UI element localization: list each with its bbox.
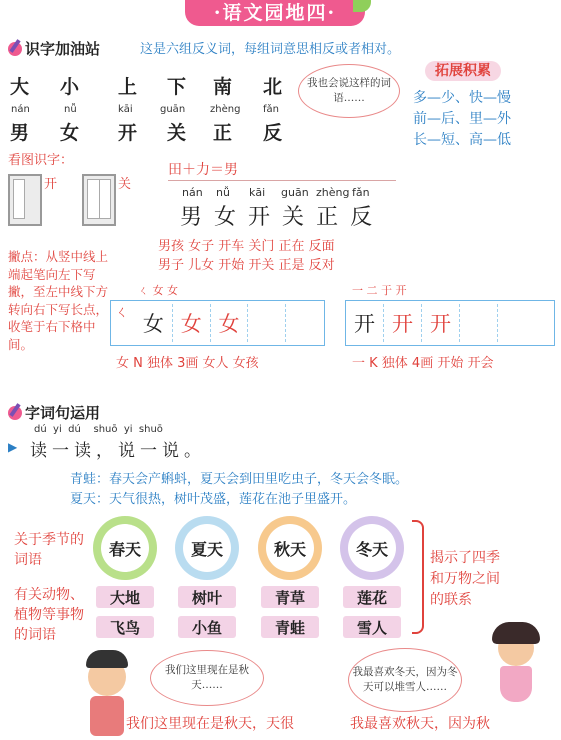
word-tag: 青草 bbox=[261, 586, 319, 608]
pinyin-nu: nǚ bbox=[64, 104, 77, 115]
divider bbox=[168, 180, 396, 181]
char-zheng: 正 bbox=[213, 122, 233, 144]
char2-kai: 开 bbox=[248, 205, 283, 230]
season-spring: 春天 bbox=[101, 524, 149, 572]
bottom-right-text: 我最喜欢秋天，因为秋 bbox=[350, 716, 490, 732]
char-xia: 下 bbox=[167, 76, 187, 98]
label-open: 开 bbox=[44, 177, 58, 192]
info-nu: 女 N 独体 3画 女人 女孩 bbox=[116, 356, 259, 371]
boy-hair bbox=[86, 650, 128, 668]
stroke-mark: ㄑ bbox=[115, 305, 129, 321]
word-tag: 雪人 bbox=[343, 616, 401, 638]
bottom-left-text: 我们这里现在是秋天，天很 bbox=[126, 716, 294, 732]
flower-spring bbox=[93, 516, 157, 580]
leaf-decoration bbox=[353, 0, 371, 12]
word-tag: 大地 bbox=[96, 586, 154, 608]
char-nan: 男 bbox=[10, 122, 30, 144]
char-shang: 上 bbox=[118, 76, 138, 98]
pinyin-zheng: zhèng bbox=[210, 104, 241, 115]
page-header: ·语文园地四· bbox=[185, 0, 365, 26]
pinyin2-fan: fǎn bbox=[352, 186, 370, 199]
grid-cell: 开 bbox=[422, 304, 460, 342]
grid-cell: 开 bbox=[346, 304, 384, 342]
char2-zheng: 正 bbox=[316, 205, 351, 230]
right-note: 揭示了四季和万物之间的联系 bbox=[430, 550, 500, 608]
pinyin-kai: kāi bbox=[118, 104, 133, 115]
section-note: 这是六组反义词，每组词意思相反或者相对。 bbox=[140, 42, 401, 57]
door-open-image bbox=[8, 174, 42, 226]
season-summer: 夏天 bbox=[183, 524, 231, 572]
word-tag: 莲花 bbox=[343, 586, 401, 608]
char-guan: 关 bbox=[167, 122, 187, 144]
grid-cell bbox=[286, 304, 324, 342]
char-nan-dir: 南 bbox=[213, 76, 233, 98]
pinyin-guan: guān bbox=[160, 104, 186, 115]
door-right bbox=[99, 179, 111, 219]
pencil-icon bbox=[8, 406, 22, 420]
words-line-1: 男孩 女子 开车 关门 正在 反面 bbox=[158, 239, 335, 254]
grid-cell bbox=[248, 304, 286, 342]
section-title-text: 识字加油站 bbox=[25, 40, 101, 58]
passage-line-1: 青蛙：春天会产蝌蚪，夏天会到田里吃虫子，冬天会冬眠。 bbox=[70, 472, 409, 487]
instruction: 读一读，说一说。 bbox=[30, 441, 206, 461]
speech-bubble-girl: 我最喜欢冬天，因为冬天可以堆雪人…… bbox=[348, 648, 462, 712]
grid-cell bbox=[460, 304, 498, 342]
pinyin2-nu: nǚ bbox=[216, 186, 230, 199]
writing-grid-kai bbox=[345, 300, 555, 346]
extend-line-2: 前—后、里—外 bbox=[413, 111, 511, 127]
section-title-literacy bbox=[8, 38, 100, 59]
passage-line-2: 夏天：天气很热，树叶茂盛，莲花在池子里盛开。 bbox=[70, 492, 357, 507]
char2-guan: 关 bbox=[282, 205, 317, 230]
pinyin2-nan: nán bbox=[182, 186, 203, 199]
char-kai: 开 bbox=[118, 122, 138, 144]
speech-bubble-boy: 我们这里现在是秋天…… bbox=[150, 650, 264, 706]
grid-cell: 开 bbox=[384, 304, 422, 342]
section-title-text: 字词句运用 bbox=[25, 404, 101, 422]
char2-nu: 女 bbox=[214, 205, 249, 230]
flower-autumn bbox=[258, 516, 322, 580]
info-kai: 一 K 独体 4画 开始 开会 bbox=[352, 356, 494, 371]
writing-grid-nu bbox=[110, 300, 325, 346]
char-da: 大 bbox=[10, 76, 30, 98]
instruction-pinyin: dú yi dú shuō yi shuō bbox=[34, 424, 163, 435]
speech-bubble: 我也会说这样的词语…… bbox=[298, 64, 400, 118]
extend-lines bbox=[413, 88, 511, 151]
stroke-note: 撇点：从竖中线上端起笔向左下写撇，至左中线下方转向右下写长点，收笔于右下格中间。 bbox=[8, 249, 109, 352]
char-fan: 反 bbox=[263, 122, 283, 144]
extend-line-1: 多—少、快—慢 bbox=[413, 90, 511, 106]
word-tag: 青蛙 bbox=[261, 616, 319, 638]
words-line-2: 男子 儿女 开始 开关 正是 反对 bbox=[158, 258, 335, 273]
char2-fan: 反 bbox=[350, 205, 385, 230]
stroke-seq-nu: ㄑ 女 女 bbox=[138, 284, 178, 297]
word-tag: 飞鸟 bbox=[96, 616, 154, 638]
word-tag: 小鱼 bbox=[178, 616, 236, 638]
flower-winter bbox=[340, 516, 404, 580]
girl-dress bbox=[500, 666, 532, 702]
play-icon: ▶ bbox=[8, 440, 18, 454]
extend-box bbox=[425, 60, 501, 80]
grid-cell: 女 bbox=[135, 304, 173, 342]
char-xiao: 小 bbox=[60, 76, 80, 98]
flower-summer bbox=[175, 516, 239, 580]
formula: 田＋力＝男 bbox=[168, 162, 238, 178]
door-closed-image bbox=[82, 174, 116, 226]
season-winter: 冬天 bbox=[348, 524, 396, 572]
pinyin2-guan: guān bbox=[281, 186, 309, 199]
pinyin2-kai: kāi bbox=[249, 186, 266, 199]
label-close: 关 bbox=[118, 177, 132, 192]
extend-title: 拓展积累 bbox=[425, 61, 501, 81]
grid-cell bbox=[498, 304, 536, 342]
extend-line-3: 长—短、高—低 bbox=[413, 132, 511, 148]
boy-shirt bbox=[90, 696, 124, 736]
word-tag: 树叶 bbox=[178, 586, 236, 608]
pencil-icon bbox=[8, 42, 22, 56]
pinyin-nan: nán bbox=[11, 104, 30, 115]
girl-hair bbox=[492, 622, 540, 644]
section-title-usage bbox=[8, 402, 100, 423]
pinyin2-zheng: zhèng bbox=[316, 186, 350, 199]
char-nu: 女 bbox=[60, 122, 80, 144]
char2-nan: 男 bbox=[180, 205, 215, 230]
label-things: 有关动物、植物等事物的词语 bbox=[14, 587, 84, 643]
girl-illustration bbox=[488, 620, 544, 720]
passage bbox=[70, 470, 408, 510]
chars-row2 bbox=[180, 200, 384, 231]
grid-cell: 女 bbox=[173, 304, 211, 342]
stroke-seq-kai: 一 二 于 开 bbox=[352, 284, 407, 297]
brace bbox=[412, 520, 424, 634]
label-seasons: 关于季节的词语 bbox=[14, 532, 84, 568]
season-autumn: 秋天 bbox=[266, 524, 314, 572]
char-bei: 北 bbox=[263, 76, 283, 98]
pinyin-fan: fǎn bbox=[263, 104, 279, 115]
door-panel bbox=[13, 179, 25, 219]
picture-label: 看图识字： bbox=[8, 153, 74, 168]
grid-cell: 女 bbox=[211, 304, 249, 342]
